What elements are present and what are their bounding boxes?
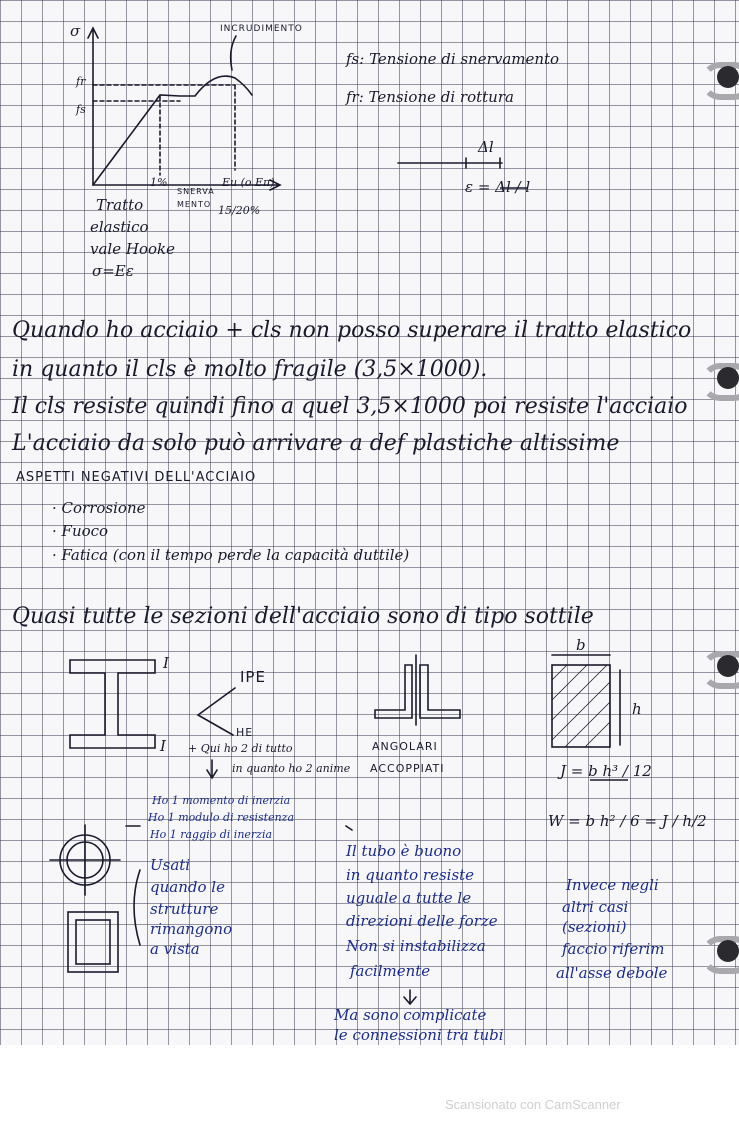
ipe-label: IPE (240, 668, 266, 686)
negative-item-1: · Corrosione (52, 499, 146, 517)
negative-item-2: · Fuoco (52, 522, 109, 540)
ipe-he-arrows (198, 688, 235, 735)
angolari-label-2: ACCOPPIATI (370, 762, 445, 775)
peak-arrow (231, 36, 236, 70)
elastic-note-1: Tratto (96, 196, 144, 214)
tube-note-1: Ho 1 momento di inerzia (152, 794, 291, 807)
rect-hatch (552, 665, 610, 747)
elastic-note-2: elastico (90, 218, 149, 236)
tube-note-3: Ho 1 raggio di inerzia (150, 828, 273, 841)
i-beam-profile (70, 660, 155, 748)
rect-h-label: h (632, 700, 642, 718)
text-line-3: Il cls resiste quindi fino a quel 3,5×1000 poi resiste l'acciaio (12, 394, 688, 419)
tubo-note-5: Non si instabilizza (346, 937, 486, 955)
strain-line (398, 158, 502, 168)
pointer-arrow (207, 760, 217, 778)
i-label-bottom: I (160, 737, 166, 755)
used-note-5: a vista (150, 940, 200, 958)
used-note-3: strutture (150, 900, 219, 918)
angolari-label-1: ANGOLARI (372, 740, 438, 753)
used-note-1: Usati (150, 856, 191, 874)
delta-l-label: Δl (478, 138, 494, 156)
negatives-heading: ASPETTI NEGATIVI DELL'ACCIAIO (16, 470, 257, 485)
used-note-4: rimangono (150, 920, 233, 938)
tubo-note-2: in quanto resiste (346, 866, 475, 884)
tube-axes (50, 825, 120, 895)
negative-item-3: · Fatica (con il tempo perde la capacità duttile) (52, 546, 410, 564)
altro-note-5: all'asse debole (556, 964, 668, 982)
graph-peak-label: INCRUDIMENTO (220, 24, 303, 34)
down-arrow (404, 990, 416, 1004)
tubo-note-7: Ma sono complicate (334, 1006, 487, 1024)
profile-note-2: in quanto ho 2 anime (232, 762, 351, 775)
graph-snerva-label: SNERVA (177, 187, 215, 196)
rect-section (552, 665, 610, 747)
altro-note-2: altri casi (562, 898, 629, 916)
inertia-formula: J = b h³ / 12 (560, 762, 652, 780)
sections-title: Quasi tutte le sezioni dell'acciaio sono di tipo sottile (12, 604, 594, 629)
tubo-note-3: uguale a tutte le (346, 889, 472, 907)
text-line-1: Quando ho acciaio + cls non posso superare il tratto elastico (12, 318, 692, 343)
tubo-note-8: le connessioni tra tubi (334, 1026, 504, 1044)
stress-strain-curve (93, 76, 252, 185)
box-inner (76, 920, 110, 964)
text-line-2: in quanto il cls è molto fragile (3,5×1000). (12, 357, 488, 382)
rect-b-label: b (576, 636, 586, 654)
graph-y-axis (88, 28, 98, 185)
angolari-profile (375, 655, 460, 725)
i-label-top: I (163, 654, 169, 672)
graph-fs-label: fs (76, 103, 86, 116)
altro-note-4: faccio riferim (562, 940, 665, 958)
modulus-formula: W = b h² / 6 = J / h/2 (548, 812, 707, 830)
tubo-note-4: direzioni delle forze (346, 912, 498, 930)
graph-eps1-label: 1% (150, 176, 168, 189)
altro-note-1: Invece negli (566, 876, 659, 894)
hooke-law: σ=Eε (92, 262, 134, 280)
tubo-note-1: Il tubo è buono (346, 842, 462, 860)
elastic-note-3: vale Hooke (90, 240, 175, 258)
graph-mento-label: MENTO (177, 200, 212, 209)
he-label: HE (236, 726, 254, 739)
text-line-4: L'acciaio da solo può arrivare a def plastiche altissime (12, 431, 620, 456)
profile-note-1: + Qui ho 2 di tutto (188, 742, 293, 755)
altro-note-3: (sezioni) (562, 918, 627, 936)
graph-eps-range: 15/20% (218, 204, 261, 217)
camscanner-watermark: Scansionato con CamScanner (445, 1097, 621, 1112)
graph-epsu-label: Eu (o Eπ) (222, 176, 275, 189)
tubo-note-6: facilmente (350, 962, 431, 980)
fr-definition: fr: Tensione di rottura (346, 88, 514, 106)
fs-definition: fs: Tensione di snervamento (346, 50, 560, 68)
graph-fr-label: fr (76, 75, 86, 88)
brace (134, 870, 140, 945)
graph-y-label: σ (70, 22, 81, 40)
snervamento-dashed (93, 85, 235, 175)
tube-note-2: Ho 1 modulo di resistenza (148, 811, 295, 824)
strain-formula: ε = Δl / l (465, 178, 531, 196)
used-note-2: quando le (150, 878, 225, 896)
